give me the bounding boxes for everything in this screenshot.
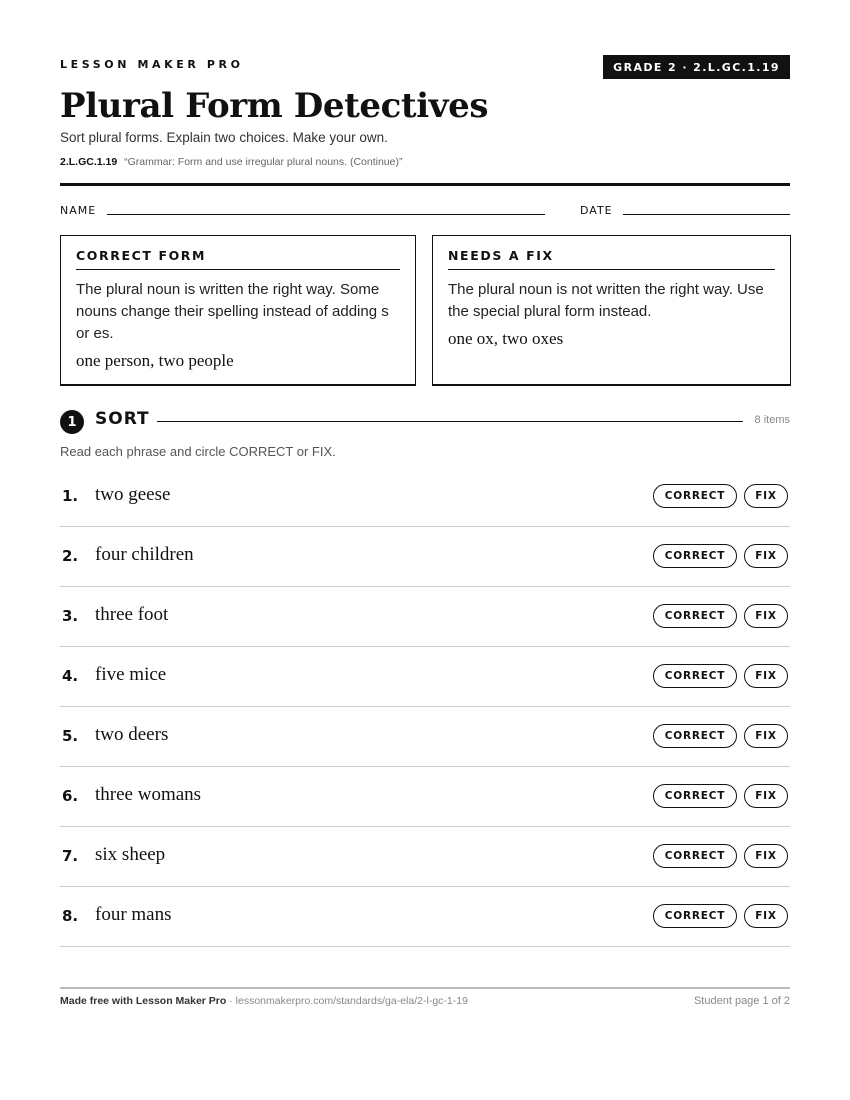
item-phrase: two geese [95, 484, 171, 505]
page-subtitle: Sort plural forms. Explain two choices. Make your own. [60, 130, 388, 145]
item-number: 1. [62, 487, 79, 505]
page-title: Plural Form Detectives [60, 86, 489, 126]
item-count: 8 items [754, 414, 790, 426]
card-divider [76, 269, 400, 270]
correct-choice-button[interactable]: CORRECT [653, 484, 737, 508]
section-instructions: Read each phrase and circle CORRECT or FIX. [60, 444, 336, 459]
item-phrase: three womans [95, 784, 202, 805]
footer-page-number: Student page 1 of 2 [693, 995, 790, 1007]
fix-choice-button[interactable]: FIX [744, 604, 788, 628]
date-field[interactable] [623, 214, 790, 215]
correct-choice-button[interactable]: CORRECT [653, 544, 737, 568]
item-number: 7. [62, 847, 79, 865]
list-item [60, 587, 790, 647]
section-number-badge: 1 [60, 410, 84, 434]
item-number: 6. [62, 787, 79, 805]
card-description: The plural noun is written the right way. Some nouns change their spelling instead of adding s or es. [76, 281, 389, 342]
section-title: SORT [95, 409, 150, 429]
correct-choice-button[interactable]: CORRECT [653, 724, 737, 748]
needs-fix-card [432, 235, 791, 386]
list-item [60, 887, 790, 947]
card-example: one ox, two oxes [448, 329, 564, 348]
card-title: CORRECT FORM [76, 248, 207, 263]
footer-divider [60, 987, 790, 989]
item-phrase: four mans [95, 904, 172, 925]
correct-choice-button[interactable]: CORRECT [653, 844, 737, 868]
list-item [60, 707, 790, 767]
footer-made-with: Made free with Lesson Maker Pro [60, 995, 227, 1007]
footer-credit [60, 995, 468, 1007]
card-description: The plural noun is not written the right way. Use the special plural form instead. [448, 281, 764, 320]
footer-url: · lessonmakerpro.com/standards/ga-ela/2-l-gc-1-19 [226, 995, 468, 1007]
correct-choice-button[interactable]: CORRECT [653, 604, 737, 628]
item-number: 4. [62, 667, 79, 685]
fix-choice-button[interactable]: FIX [744, 724, 788, 748]
section-divider [157, 421, 743, 422]
item-number: 8. [62, 907, 79, 925]
grade-badge: GRADE 2 · 2.L.GC.1.19 [603, 55, 790, 79]
list-item [60, 467, 790, 527]
item-number: 3. [62, 607, 79, 625]
item-phrase: two deers [95, 724, 169, 745]
item-phrase: three foot [95, 604, 169, 625]
item-phrase: six sheep [95, 844, 166, 865]
item-phrase: four children [95, 544, 194, 565]
name-field[interactable] [107, 214, 545, 215]
sort-list [60, 467, 790, 947]
standard-code: 2.L.GC.1.19 [60, 156, 118, 168]
correct-choice-button[interactable]: CORRECT [653, 904, 737, 928]
brand-name: LESSON MAKER PRO [60, 58, 244, 71]
header-divider [60, 183, 790, 186]
fix-choice-button[interactable]: FIX [744, 664, 788, 688]
list-item [60, 767, 790, 827]
fix-choice-button[interactable]: FIX [744, 904, 788, 928]
item-number: 5. [62, 727, 79, 745]
correct-form-card [60, 235, 416, 386]
fix-choice-button[interactable]: FIX [744, 844, 788, 868]
list-item [60, 527, 790, 587]
card-example: one person, two people [76, 351, 234, 370]
correct-choice-button[interactable]: CORRECT [653, 664, 737, 688]
correct-choice-button[interactable]: CORRECT [653, 784, 737, 808]
fix-choice-button[interactable]: FIX [744, 544, 788, 568]
list-item [60, 827, 790, 887]
card-divider [448, 269, 775, 270]
standard-description: “Grammar: Form and use irregular plural nouns. (Continue)” [124, 156, 403, 168]
fix-choice-button[interactable]: FIX [744, 484, 788, 508]
date-label: DATE [580, 204, 613, 217]
fix-choice-button[interactable]: FIX [744, 784, 788, 808]
list-item [60, 647, 790, 707]
card-title: NEEDS A FIX [448, 248, 554, 263]
item-number: 2. [62, 547, 79, 565]
name-label: NAME [60, 204, 97, 217]
item-phrase: five mice [95, 664, 167, 685]
standard-line [60, 156, 402, 168]
